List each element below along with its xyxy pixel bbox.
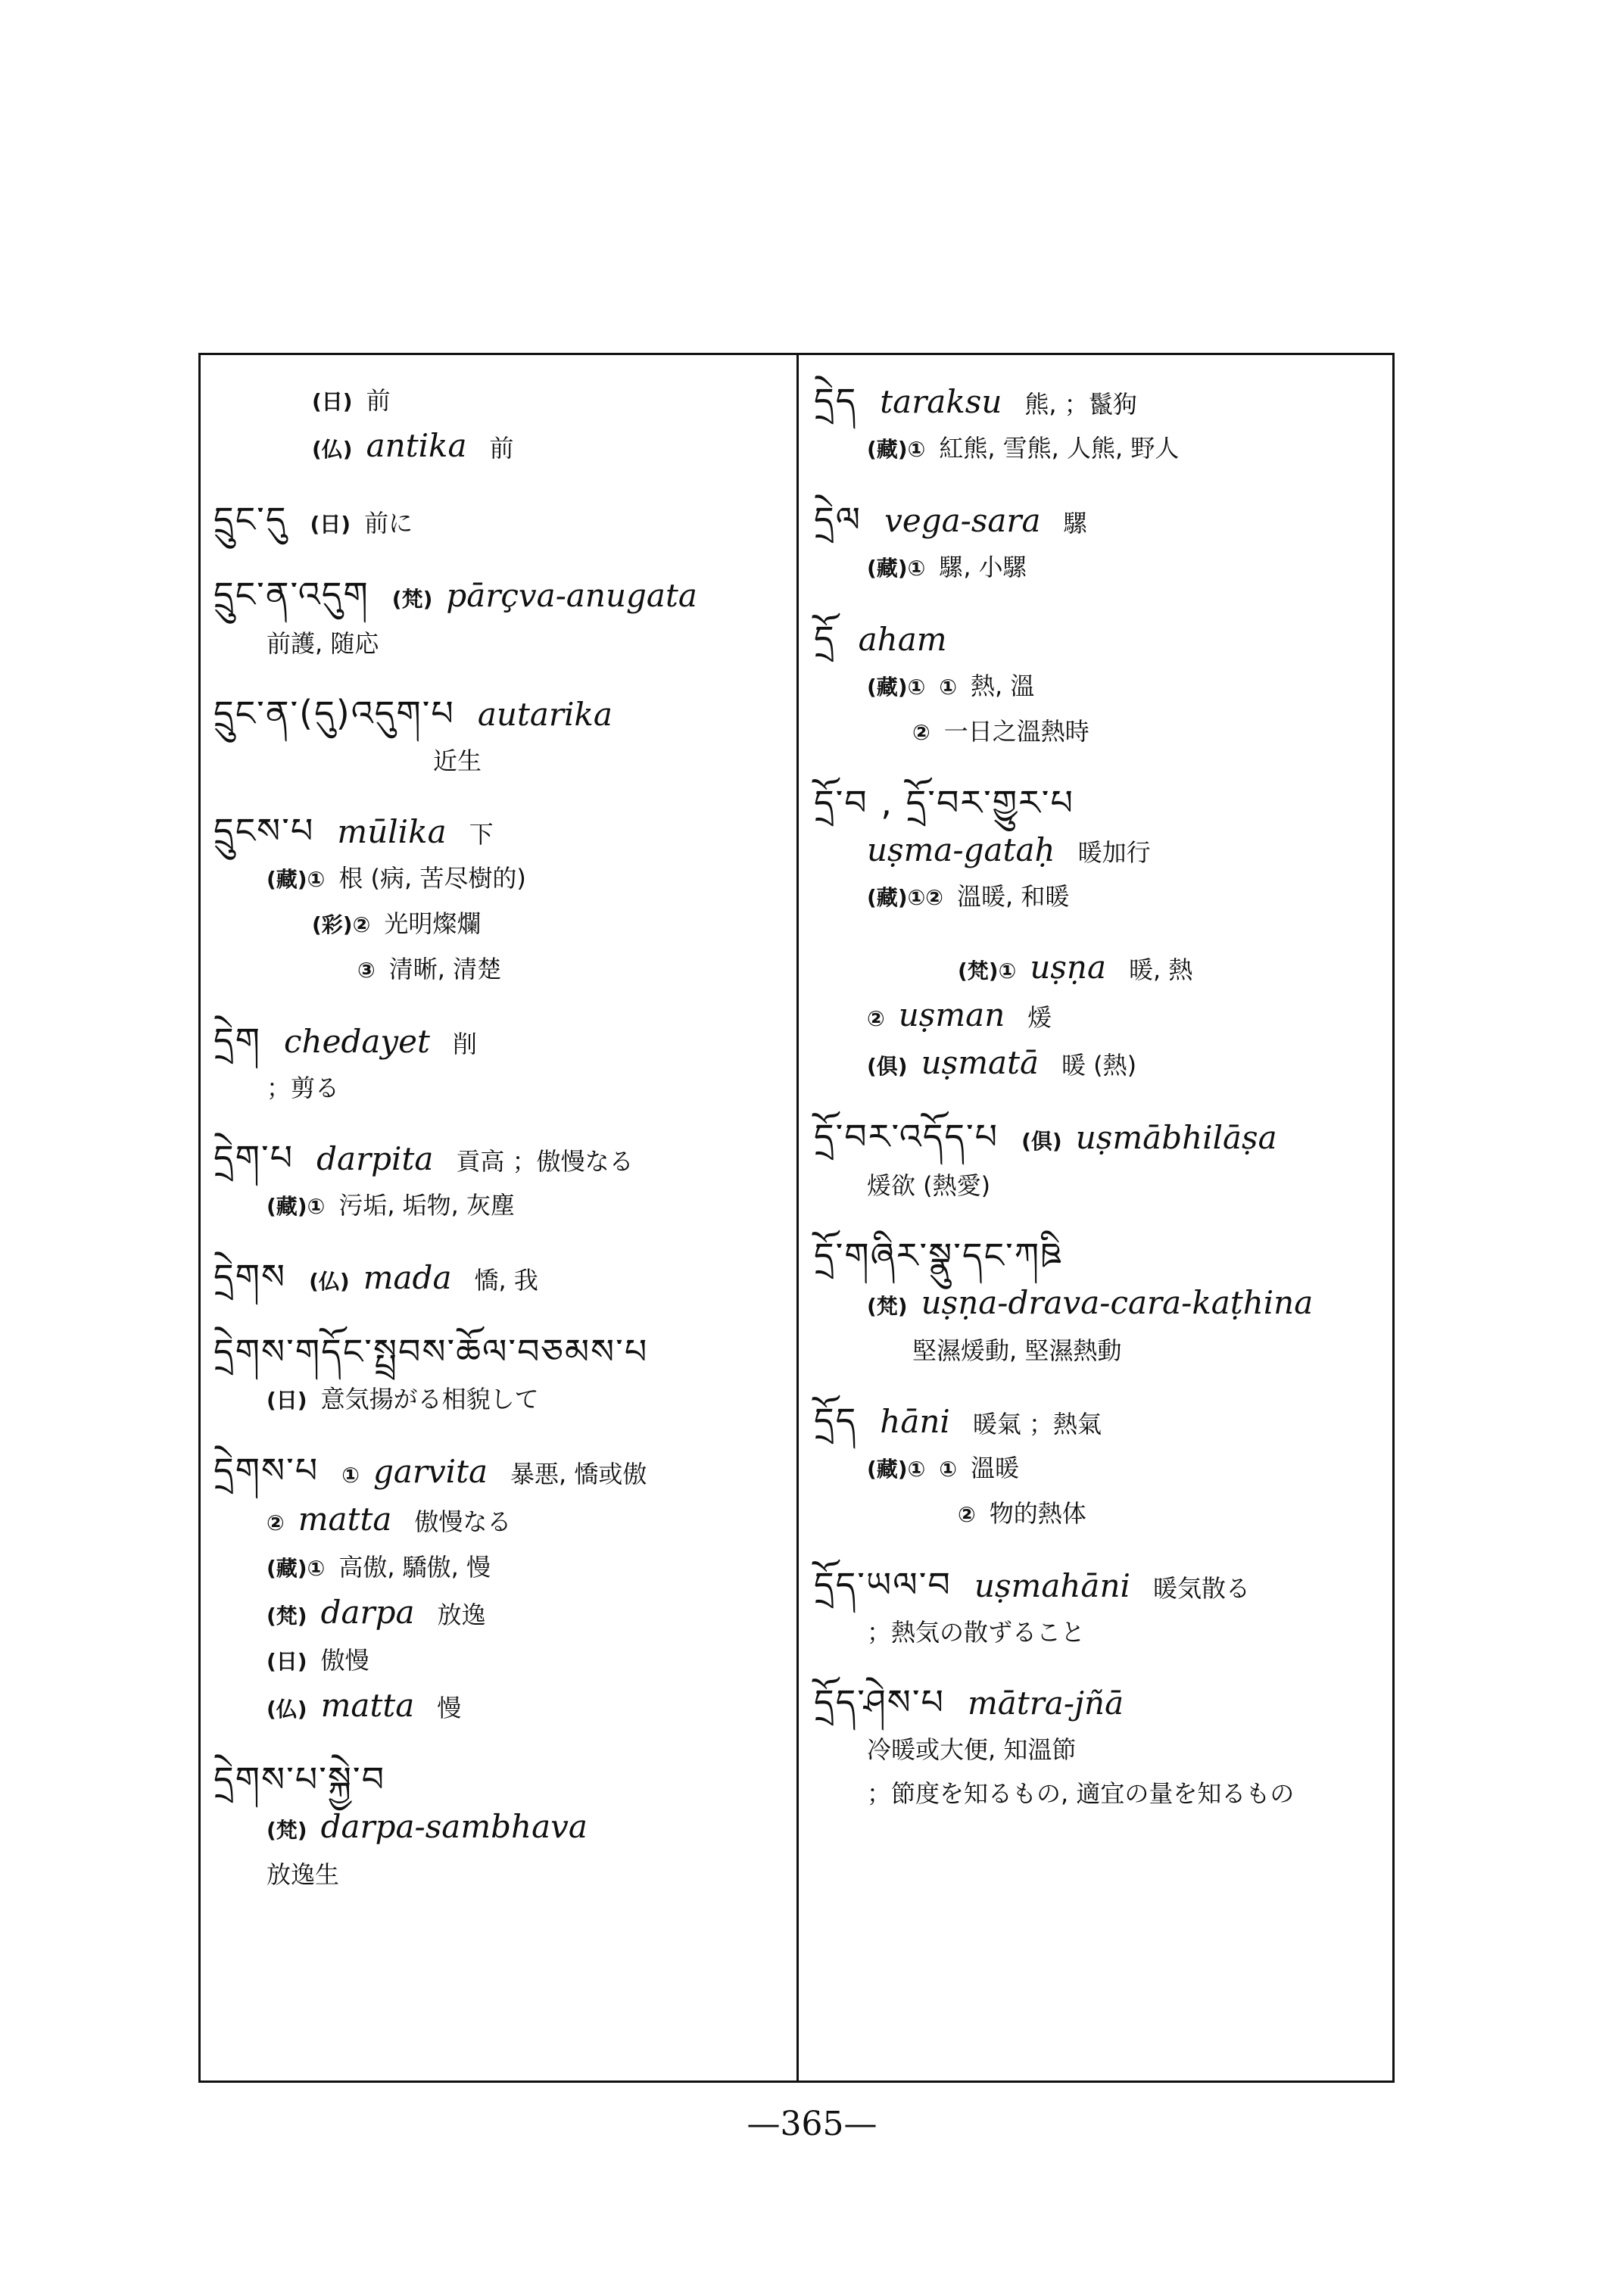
sanskrit-term: uṣma-gataḥ — [867, 831, 1055, 868]
entry-line — [214, 1066, 789, 1110]
entry-line — [214, 1183, 789, 1229]
source-tag: (日) — [267, 1388, 307, 1413]
entry-line — [814, 497, 1389, 545]
source-tag: ① — [341, 1463, 360, 1488]
dictionary-entry — [814, 379, 1389, 472]
sanskrit-term: darpa-sambhava — [320, 1808, 588, 1845]
dictionary-entry — [814, 1114, 1389, 1208]
source-tag: (仏) — [312, 437, 353, 462]
gloss-text: 紅熊, 雪熊, 人熊, 野人 — [939, 434, 1180, 463]
source-tag: ③ — [357, 958, 376, 983]
gloss-text: ；熱気の散ずること — [867, 1618, 1086, 1647]
source-tag: (藏)① — [267, 1556, 326, 1581]
sanskrit-term: uṣmābhilāṣa — [1075, 1119, 1277, 1156]
source-tag: (藏)① — [867, 437, 926, 462]
entry-line — [814, 1772, 1389, 1816]
sanskrit-term: uṣmahāni — [974, 1567, 1130, 1604]
entry-line — [814, 828, 1389, 874]
gloss-text: 前 — [366, 386, 391, 415]
source-tag: ② — [867, 1006, 885, 1031]
tibetan-headword: དྲེགས་པ་སྐྱེ་བ — [214, 1759, 386, 1800]
gloss-text: 熊, ；鬣狗 — [1024, 390, 1137, 419]
source-tag: (梵) — [867, 1294, 908, 1319]
tibetan-headword: དྲུང་ན་(དུ)འདུག་པ — [214, 693, 455, 734]
page-number: —365— — [747, 2105, 877, 2143]
tibetan-headword: དྲུངས་པ — [214, 810, 315, 851]
sanskrit-term: uṣṇa-drava-cara-kaṭhina — [921, 1284, 1314, 1321]
entry-line — [214, 856, 789, 902]
entry-line — [814, 1680, 1389, 1728]
entry-line — [214, 1684, 789, 1731]
gloss-text: 騾, 小騾 — [939, 553, 1027, 581]
entry-line — [814, 379, 1389, 426]
sanskrit-term: aham — [858, 621, 947, 658]
entry-line — [214, 1136, 789, 1183]
gloss-text: 高傲, 驕傲, 慢 — [338, 1553, 491, 1582]
dictionary-entry — [814, 946, 1389, 1089]
entry-line — [214, 497, 789, 547]
gloss-text: 煖 — [1027, 1003, 1052, 1032]
entry-line — [214, 1853, 789, 1897]
tibetan-headword: དྲེགས་གདོང་སྤྲབས་ཆོལ་བཅམས་པ — [214, 1331, 649, 1372]
source-tag: (彩)② — [312, 912, 371, 937]
gloss-text: 煖欲 (熱愛) — [867, 1171, 991, 1200]
dictionary-entry — [814, 1563, 1389, 1654]
tibetan-headword: དྲེགས — [214, 1256, 287, 1297]
entry-line — [814, 781, 1389, 828]
sanskrit-term: mātra-jñā — [967, 1685, 1124, 1722]
entry-line — [214, 572, 789, 622]
gloss-text: 放逸 — [437, 1601, 486, 1629]
gloss-text: 憍, 我 — [474, 1266, 538, 1295]
sanskrit-term: taraksu — [880, 383, 1002, 420]
entry-line — [814, 874, 1389, 920]
sanskrit-term: pārçva-anugata — [446, 577, 697, 614]
gloss-text: 暖 (熱) — [1061, 1051, 1137, 1080]
entry-line — [814, 1610, 1389, 1654]
entry-line — [214, 947, 789, 993]
entry-line — [814, 545, 1389, 591]
dictionary-entry — [214, 1255, 789, 1304]
entry-line — [214, 1591, 789, 1638]
gloss-text: 意気揚がる相貌して — [320, 1385, 539, 1413]
gloss-text: 溫暖 — [971, 1454, 1020, 1482]
entry-line — [214, 1018, 789, 1066]
dictionary-entry — [214, 1329, 789, 1423]
entry-line — [214, 1805, 789, 1853]
tibetan-headword: དྲེགས་པ — [214, 1450, 320, 1491]
entry-line — [814, 1114, 1389, 1164]
dictionary-entry — [814, 497, 1389, 591]
source-tag: (藏)① — [267, 867, 326, 892]
sanskrit-term: chedayet — [284, 1023, 430, 1060]
entry-line — [214, 1377, 789, 1423]
source-tag: (藏)① — [867, 556, 926, 581]
entry-line — [214, 1448, 789, 1498]
entry-line — [214, 1498, 789, 1545]
gloss-text: 前護, 随応 — [267, 629, 379, 658]
entry-line — [814, 1281, 1389, 1329]
dictionary-entry — [214, 379, 789, 472]
gloss-text: ；剪る — [267, 1074, 340, 1102]
source-tag: (仏) — [309, 1269, 350, 1294]
gloss-text: 暖氣 ；熱氣 — [972, 1410, 1102, 1438]
dictionary-entry — [214, 691, 789, 783]
dictionary-entry — [214, 1448, 789, 1731]
source-tag: (藏)① — [867, 1457, 926, 1482]
source-tag: ① — [939, 1457, 958, 1482]
gloss-text: 前 — [489, 434, 514, 463]
tibetan-headword: དྲོ་གཞིར་སྣུ་དང་ཀཋི — [814, 1235, 1063, 1276]
column-divider — [796, 353, 799, 2083]
dictionary-entry — [814, 781, 1389, 920]
entry-line — [814, 1398, 1389, 1446]
sanskrit-term: mūlika — [337, 813, 447, 850]
gloss-text: 傲慢なる — [414, 1507, 512, 1536]
entry-line — [214, 1545, 789, 1591]
gloss-text: 一日之溫熱時 — [943, 717, 1089, 746]
tibetan-headword: དྲོ་བ , དྲོ་བར་གྱུར་པ — [814, 782, 1074, 823]
entry-line — [814, 1329, 1389, 1373]
entry-line — [814, 1233, 1389, 1281]
gloss-text: 近生 — [433, 746, 482, 775]
sanskrit-term: garvita — [372, 1453, 488, 1490]
entry-line — [214, 1757, 789, 1805]
source-tag: ② — [912, 720, 930, 745]
sanskrit-term: darpa — [320, 1594, 415, 1631]
source-tag: (梵) — [267, 1818, 307, 1843]
entry-line — [814, 664, 1389, 709]
entry-line — [814, 616, 1389, 664]
gloss-text: 前に — [364, 509, 413, 538]
sanskrit-term: mada — [363, 1259, 452, 1296]
entry-line — [814, 1491, 1389, 1537]
dictionary-entry — [814, 1233, 1389, 1373]
entry-line — [214, 622, 789, 665]
entry-line — [814, 1446, 1389, 1491]
sanskrit-term: uṣṇa — [1030, 949, 1107, 986]
gloss-text: 騾 — [1063, 509, 1088, 538]
entry-line — [814, 1728, 1389, 1772]
dictionary-entry — [814, 1680, 1389, 1816]
entry-line — [814, 1041, 1389, 1089]
dictionary-entry — [814, 616, 1389, 755]
entry-line — [214, 691, 789, 739]
dictionary-entry — [214, 809, 789, 993]
tibetan-headword: དྲོ — [814, 618, 836, 659]
gloss-text: 冷暖或大便, 知溫節 — [867, 1735, 1077, 1764]
tibetan-headword: དྲོ་བར་འདོད་པ — [814, 1116, 999, 1157]
entry-line — [814, 1563, 1389, 1610]
entry-line — [214, 424, 789, 472]
entry-line — [814, 426, 1389, 472]
source-tag: (俱) — [1021, 1129, 1062, 1154]
left-column — [214, 379, 789, 1922]
source-tag: ① — [939, 675, 958, 700]
tibetan-headword: དྲེལ — [814, 499, 862, 540]
entry-line — [214, 739, 789, 783]
tibetan-headword: དྲོད་ཡལ་བ — [814, 1564, 952, 1605]
entry-line — [214, 1638, 789, 1684]
source-tag: ② — [958, 1502, 976, 1527]
tibetan-headword: དྲོད་ཤེས་པ — [814, 1682, 945, 1722]
entry-line — [214, 1329, 789, 1377]
entry-line — [814, 1164, 1389, 1208]
sanskrit-term: uṣman — [898, 996, 1005, 1033]
dictionary-entry — [214, 1136, 789, 1229]
gloss-text: 削 — [452, 1030, 477, 1058]
gloss-text: 溫暖, 和暖 — [957, 882, 1070, 911]
dictionary-entry — [214, 497, 789, 547]
gloss-text: 下 — [469, 820, 494, 849]
source-tag: (日) — [267, 1649, 307, 1674]
gloss-text: 熱, 溫 — [971, 672, 1035, 700]
tibetan-headword: དྲོད — [814, 1400, 858, 1441]
gloss-text: 暴悪, 憍或傲 — [510, 1460, 647, 1488]
source-tag: (梵) — [391, 587, 433, 612]
dictionary-entry — [214, 1757, 789, 1897]
entry-line — [814, 946, 1389, 993]
dictionary-entry — [214, 572, 789, 665]
entry-line — [214, 379, 789, 424]
gloss-text: 暖加行 — [1077, 838, 1151, 867]
tibetan-headword: དྲེག — [214, 1020, 262, 1061]
gloss-text: 物的熱体 — [989, 1499, 1086, 1528]
entry-line — [214, 1255, 789, 1304]
sanskrit-term: uṣmatā — [921, 1044, 1039, 1081]
gloss-text: 暖気散る — [1152, 1574, 1250, 1603]
gloss-text: 根 (病, 苦尽樹的) — [338, 864, 526, 893]
source-tag: (藏)①② — [867, 885, 944, 910]
source-tag: (藏)① — [867, 675, 926, 700]
sanskrit-term: hāni — [880, 1403, 950, 1440]
gloss-text: 清晰, 清楚 — [388, 955, 502, 983]
dictionary-entry — [214, 1018, 789, 1110]
sanskrit-term: matta — [298, 1501, 392, 1538]
source-tag: ② — [267, 1510, 285, 1535]
gloss-text: 堅濕煖動, 堅濕熱動 — [912, 1336, 1122, 1365]
source-tag: (日) — [312, 389, 353, 414]
gloss-text: ；節度を知るもの, 適宜の量を知るもの — [867, 1779, 1295, 1808]
gloss-text: 貢高 ；傲慢なる — [456, 1147, 634, 1176]
sanskrit-term: autarika — [477, 696, 613, 733]
gloss-text: 放逸生 — [267, 1860, 340, 1889]
entry-line — [214, 902, 789, 947]
sanskrit-term: antika — [366, 427, 467, 464]
source-tag: (仏) — [267, 1697, 307, 1722]
gloss-text: 污垢, 垢物, 灰塵 — [338, 1191, 516, 1220]
sanskrit-term: vega-sara — [884, 502, 1041, 539]
gloss-text: 慢 — [437, 1694, 462, 1722]
gloss-text: 暖, 熱 — [1129, 955, 1193, 984]
source-tag: (梵) — [267, 1604, 307, 1629]
sanskrit-term: matta — [320, 1687, 415, 1724]
tibetan-headword: དྲུང་ན་འདུག — [214, 574, 369, 615]
source-tag: (俱) — [867, 1054, 908, 1079]
source-tag: (藏)① — [267, 1194, 326, 1219]
gloss-text: 光明燦爛 — [384, 909, 482, 938]
tibetan-headword: དྲེད — [814, 380, 858, 421]
source-tag: (日) — [310, 512, 351, 537]
right-column — [814, 379, 1389, 1841]
source-tag: (梵)① — [958, 958, 1017, 983]
dictionary-entry — [814, 1398, 1389, 1537]
entry-line — [814, 993, 1389, 1041]
tibetan-headword: དྲུང་དུ — [214, 499, 288, 540]
tibetan-headword: དྲེག་པ — [214, 1137, 295, 1178]
entry-line — [214, 809, 789, 856]
sanskrit-term: darpita — [316, 1140, 434, 1177]
entry-line — [814, 709, 1389, 755]
gloss-text: 傲慢 — [320, 1646, 369, 1675]
